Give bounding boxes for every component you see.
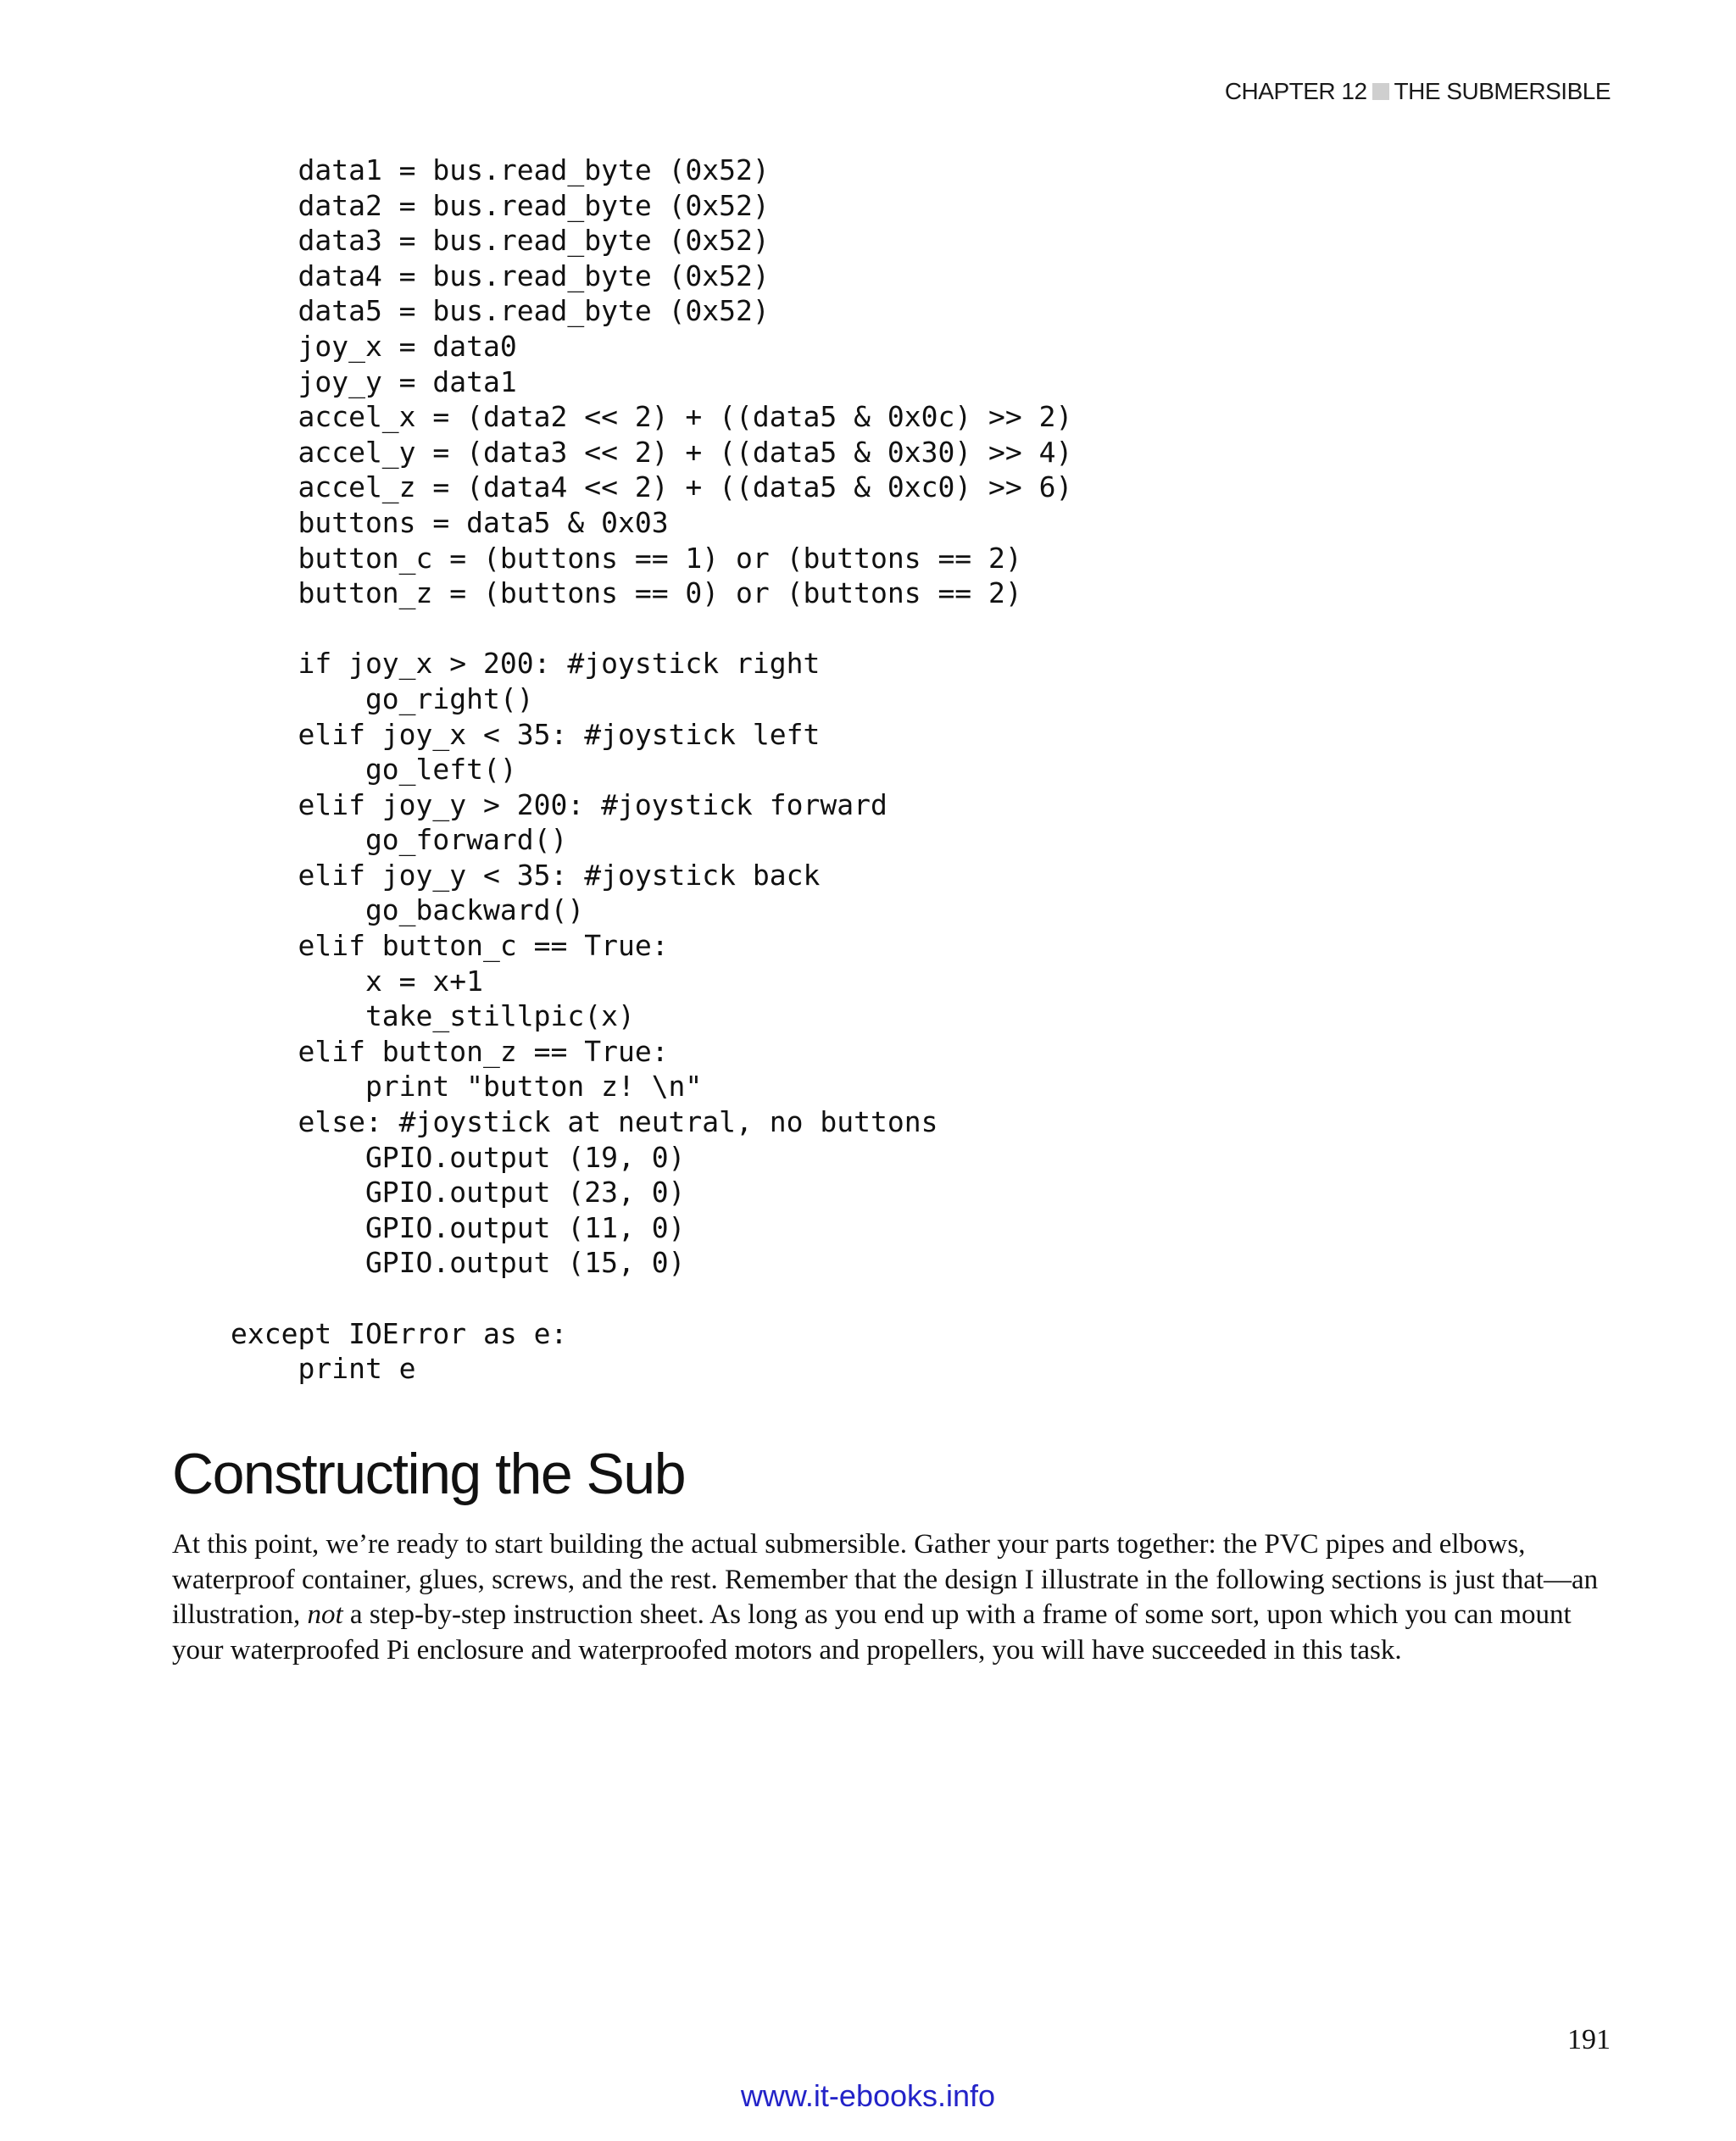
code-line: buttons = data5 & 0x03 [231,505,669,539]
code-line: GPIO.output (19, 0) [231,1140,686,1174]
code-line: elif joy_x < 35: #joystick left [231,717,821,751]
code-line: if joy_x > 200: #joystick right [231,647,821,681]
code-listing [231,153,1072,1387]
code-line: button_c = (buttons == 1) or (buttons == 2) [231,541,1022,575]
code-line: x = x+1 [231,964,484,998]
code-line: data1 = bus.read_byte (0x52) [231,153,770,186]
code-line: GPIO.output (11, 0) [231,1210,686,1244]
code-line: elif button_c == True: [231,929,669,963]
code-line: go_forward() [231,823,568,857]
code-line: else: #joystick at neutral, no buttons [231,1105,938,1139]
code-line: print "button z! \n" [231,1070,703,1104]
code-line: accel_x = (data2 << 2) + ((data5 & 0x0c) >> 2) [231,400,1073,434]
code-line: go_right() [231,681,534,715]
code-line: except IOError as e: [231,1316,568,1350]
code-line: elif joy_y > 200: #joystick forward [231,787,887,821]
code-line: elif joy_y < 35: #joystick back [231,858,821,892]
code-line: button_z = (buttons == 0) or (buttons == 2) [231,576,1022,610]
code-line: joy_x = data0 [231,329,517,363]
paragraph-text-before-emphasis: At this point, we’re ready to start building the actual submersible. Gather your parts together: the PVC pipes and elbows, waterproof container, glues, screws, and the rest. Remember that the design I illustrate in the following sections is just that—an illustration, [172,1529,1599,1630]
header-separator-square [1372,83,1389,100]
code-line: accel_y = (data3 << 2) + ((data5 & 0x30) >> 4) [231,435,1073,469]
page-number: 191 [1567,2024,1611,2055]
code-line: elif button_z == True: [231,1034,669,1068]
paragraph-text-after-emphasis: a step-by-step instruction sheet. As long as you end up with a frame of some sort, upon which you can mount your waterproofed Pi enclosure and waterproofed motors and propellers, you will have succeeded in this task. [172,1599,1572,1666]
body-paragraph [172,1527,1613,1668]
code-line: data4 = bus.read_byte (0x52) [231,259,770,292]
code-line: data5 = bus.read_byte (0x52) [231,294,770,328]
code-line: joy_y = data1 [231,364,517,398]
code-line: take_stillpic(x) [231,999,635,1033]
footer-website-link[interactable]: www.it-ebooks.info [740,2078,996,2113]
code-line: GPIO.output (23, 0) [231,1176,686,1210]
code-line: data3 = bus.read_byte (0x52) [231,224,770,258]
paragraph-emphasis: not [307,1599,343,1630]
code-line: go_backward() [231,893,585,927]
code-line: print e [231,1352,416,1386]
code-line: accel_z = (data4 << 2) + ((data5 & 0xc0) >> 6) [231,470,1073,504]
section-heading: Constructing the Sub [172,1442,686,1506]
chapter-label: CHAPTER 12 [1224,78,1367,104]
chapter-title: THE SUBMERSIBLE [1394,78,1611,104]
code-line [231,611,1072,647]
code-line: GPIO.output (15, 0) [231,1246,686,1280]
code-line: go_left() [231,753,517,787]
code-line: data2 = bus.read_byte (0x52) [231,188,770,222]
running-header [1225,78,1611,105]
code-line [231,1281,1072,1316]
